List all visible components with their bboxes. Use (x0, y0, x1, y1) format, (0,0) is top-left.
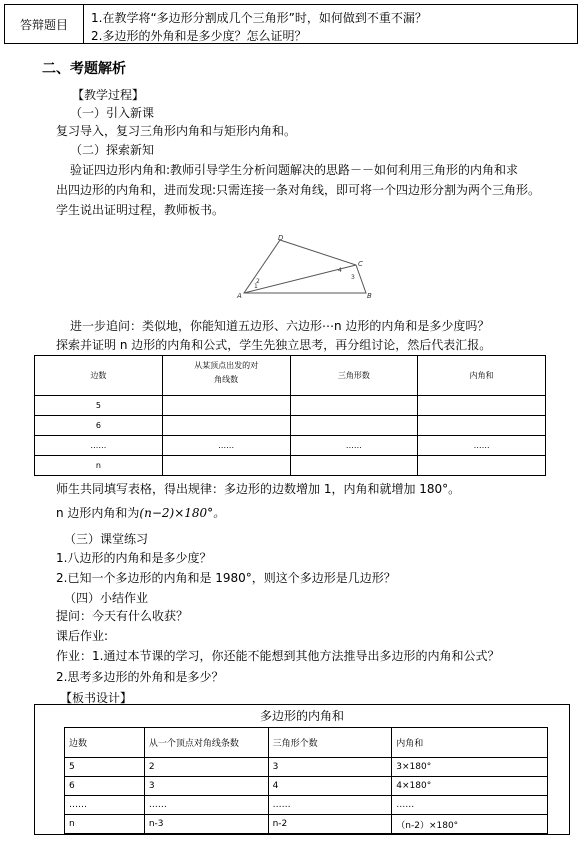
table-row (35, 396, 546, 416)
board-row (65, 758, 548, 777)
table-header: 内角和 (418, 356, 546, 396)
board-cell: n-3 (144, 815, 268, 834)
table-header: 边数 (35, 356, 163, 396)
followup-question: 进一步追问：类似地，你能知道五边形、六边形⋯n 边形的内角和是多少度吗？ (70, 319, 490, 333)
table-cell (418, 456, 546, 476)
board-table (64, 727, 548, 834)
board-cell: 4 (268, 777, 392, 796)
board-header: 边数 (65, 728, 145, 758)
vertex-b: B (367, 292, 372, 300)
board-cell: …… (144, 796, 268, 815)
part1-title: （一）引入新课 (70, 106, 155, 120)
table-cell (162, 396, 290, 416)
process-title: 【教学过程】 (72, 88, 145, 102)
quadrilateral-figure (228, 230, 378, 302)
table-header (162, 356, 290, 396)
angle-3: 3 (351, 274, 355, 281)
angle-2: 2 (256, 278, 260, 285)
formula-line (56, 504, 225, 521)
table-cell: …… (35, 436, 163, 456)
board-cell: 3 (268, 758, 392, 777)
section-title: 二、考题解析 (42, 61, 126, 77)
table-cell (290, 456, 418, 476)
question-box (4, 4, 578, 44)
board-header: 从一个顶点对角线条数 (144, 728, 268, 758)
part2-title: （二）探索新知 (70, 143, 155, 157)
exploration-table (34, 355, 546, 476)
table-cell: n (35, 456, 163, 476)
explore-text: 探索并证明 n 边形的内角和公式，学生先独立思考，再分组讨论，然后代表汇报。 (56, 338, 492, 352)
vertex-d: D (278, 234, 284, 242)
table-cell (290, 416, 418, 436)
table-cell (418, 416, 546, 436)
table-cell: 6 (35, 416, 163, 436)
table-cell: …… (418, 436, 546, 456)
board-header: 内角和 (392, 728, 548, 758)
question-1: 1.在教学将“多边形分割成几个三角形”时，如何做到不重不漏？ (91, 11, 427, 25)
angle-4: 4 (338, 267, 342, 274)
board-cell: 6 (65, 777, 145, 796)
question-label: 答辩题目 (5, 5, 84, 43)
question-2: 2.多边形的外角和是多少度？怎么证明？ (91, 29, 307, 43)
board-title: 【板书设计】 (60, 691, 133, 705)
board-cell: …… (65, 796, 145, 815)
table-cell (162, 456, 290, 476)
board-cell: 5 (65, 758, 145, 777)
table-row (35, 456, 546, 476)
formula-prefix: n 边形内角和为 (56, 506, 140, 520)
table-header-line: 角线数 (214, 375, 239, 384)
board-cell: （n-2）×180° (392, 815, 548, 834)
board-design (34, 704, 570, 835)
board-row (65, 777, 548, 796)
part2-para-line-2: 出四边形的内角和，进而发现:只需连接一条对角线，即可将一个四边形分割为两个三角形。 (56, 183, 541, 197)
board-cell: 3 (144, 777, 268, 796)
board-cell: n (65, 815, 145, 834)
board-cell: 4×180° (392, 777, 548, 796)
board-row (65, 815, 548, 834)
table-cell: …… (290, 436, 418, 456)
table-cell (290, 396, 418, 416)
table-header-row (35, 356, 546, 396)
part4-title: （四）小结作业 (64, 591, 149, 605)
table-cell: 5 (35, 396, 163, 416)
table-cell (418, 396, 546, 416)
exercise-2: 2.已知一个多边形的内角和是 1980°，则这个多边形是几边形？ (56, 571, 396, 585)
table-header-line: 从某顶点出发的对 (194, 361, 259, 370)
table-cell: …… (162, 436, 290, 456)
exercise-1: 1.八边形的内角和是多少度？ (56, 551, 212, 565)
board-header-row (65, 728, 548, 758)
board-header: 三角形个数 (268, 728, 392, 758)
board-cell: 3×180° (392, 758, 548, 777)
table-header: 三角形数 (290, 356, 418, 396)
board-cell: …… (392, 796, 548, 815)
homework-label: 课后作业: (56, 629, 109, 643)
board-cell: …… (268, 796, 392, 815)
board-cell: n-2 (268, 815, 392, 834)
rule-text: 师生共同填写表格，得出规律：多边形的边数增加 1，内角和就增加 180°。 (56, 482, 461, 496)
table-row (35, 436, 546, 456)
table-row (35, 416, 546, 436)
board-row (65, 796, 548, 815)
part2-para-line-1: 验证四边形内角和:教师引导学生分析问题解决的思路－－如何利用三角形的内角和求 (70, 163, 519, 177)
vertex-c: C (358, 260, 363, 268)
vertex-a: A (237, 292, 242, 300)
table-cell (162, 416, 290, 436)
part3-title: （三）课堂练习 (64, 532, 149, 546)
angle-1: 1 (254, 283, 258, 290)
part2-para-line-3: 学生说出证明过程，教师板书。 (56, 203, 225, 217)
board-heading: 多边形的内角和 (259, 709, 344, 723)
ask-text: 提问：今天有什么收获？ (56, 609, 189, 623)
formula: (n−2)×180°。 (139, 506, 226, 520)
part1-text: 复习导入，复习三角形内角和与矩形内角和。 (56, 124, 297, 138)
board-cell: 2 (144, 758, 268, 777)
homework-1: 作业：1.通过本节课的学习，你还能不能想到其他方法推导出多边形的内角和公式？ (56, 649, 500, 663)
homework-2: 2.思考多边形的外角和是多少？ (56, 670, 224, 684)
